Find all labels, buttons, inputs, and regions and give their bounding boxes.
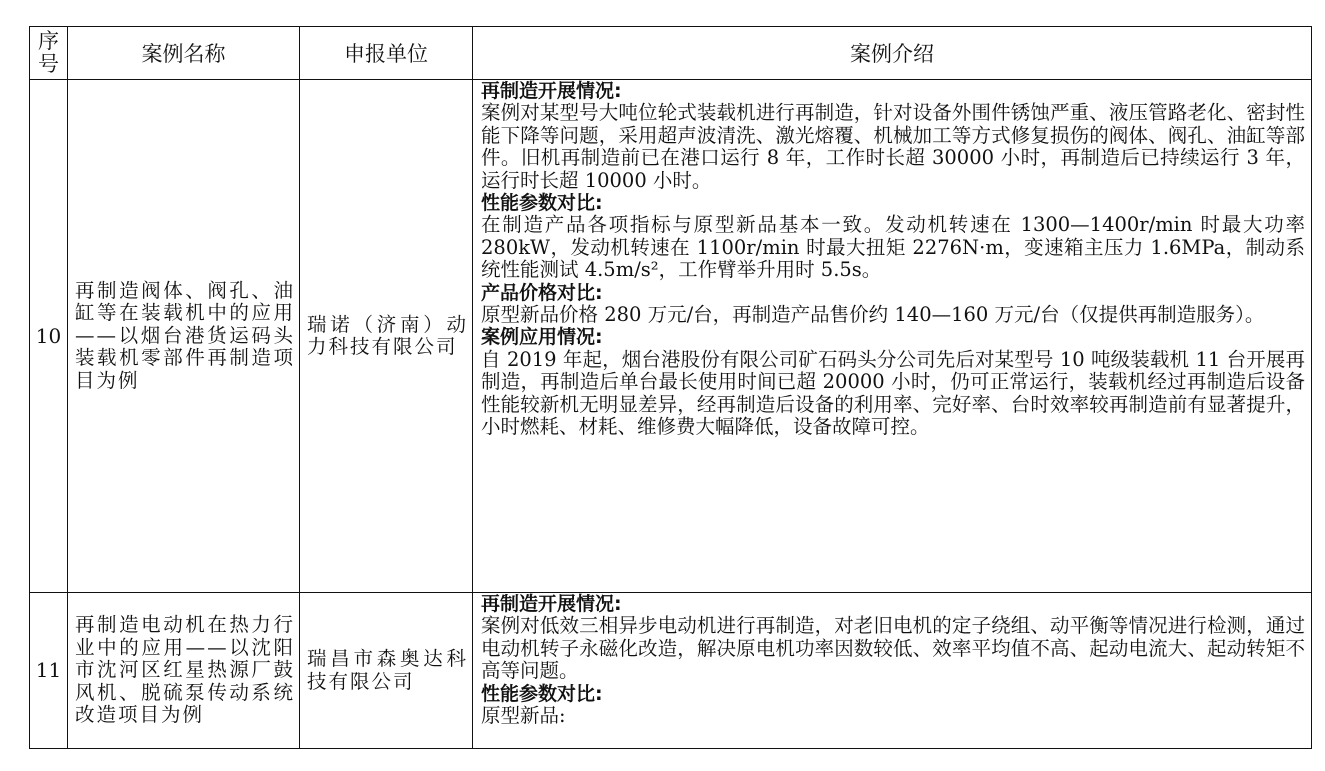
section-text: 自 2019 年起，烟台港股份有限公司矿石码头分公司先后对某型号 10 吨级装载机 11 台开展再制造，再制造后单台最长使用时间已超 20000 小时，仍可正常运行，装载机经过再制造后设备性能较新机无明显差异，经再制造后设备的利用率、完好率、台时效率较再制造前有显著提升，小时燃耗、材耗、维修费大幅降低，设备故障可控。 bbox=[481, 347, 1305, 439]
row-intro bbox=[473, 80, 1312, 593]
section-title: 案例应用情况: bbox=[481, 326, 603, 349]
section-text: 在制造产品各项指标与原型新品基本一致。发动机转速在 1300—1400r/min 时最大功率 280kW，发动机转速在 1100r/min 时最大扭矩 2276N·m，变速箱主压力 1.6MPa，制动系统性能测试 4.5m/s²，工作臂举升用时 5.5s。 bbox=[481, 213, 1305, 282]
row-unit: 瑞昌市森奥达科技有限公司 bbox=[300, 593, 473, 749]
section-title: 再制造开展情况: bbox=[481, 593, 622, 615]
section-text: 原型新品: bbox=[481, 704, 566, 728]
row-seq: 11 bbox=[30, 593, 68, 749]
table-row bbox=[30, 593, 1312, 749]
section-text: 案例对某型号大吨位轮式装载机进行再制造，针对设备外围件锈蚀严重、液压管路老化、密封性能下降等问题，采用超声波清洗、激光熔覆、机械加工等方式修复损伤的阀体、阀孔、油缸等部件。旧机再制造前已在港口运行 8 年，工作时长超 30000 小时，再制造后已持续运行 3 年，运行时长超 10000 小时。 bbox=[481, 101, 1305, 192]
table-row bbox=[30, 80, 1312, 593]
section-title: 性能参数对比: bbox=[481, 682, 603, 705]
section-title: 性能参数对比: bbox=[481, 192, 603, 215]
row-intro bbox=[473, 593, 1312, 749]
header-unit: 申报单位 bbox=[300, 27, 473, 80]
section-title: 再制造开展情况: bbox=[481, 80, 622, 102]
row-case-name: 再制造阀体、阀孔、油缸等在装载机中的应用——以烟台港货运码头装载机零部件再制造项目为例 bbox=[68, 80, 300, 593]
row-unit: 瑞诺（济南）动力科技有限公司 bbox=[300, 80, 473, 593]
section-text: 原型新品价格 280 万元/台，再制造产品售价约 140—160 万元/台（仅提供再制造服务）。 bbox=[481, 303, 1265, 327]
header-seq: 序号 bbox=[30, 27, 68, 80]
section-text: 案例对低效三相异步电动机进行再制造，对老旧电机的定子绕组、动平衡等情况进行检测，通过电动机转子永磁化改造，解决原电机功率因数较低、效率平均值不高、起动电流大、起动转矩不高等问题。 bbox=[481, 614, 1305, 683]
row-case-name: 再制造电动机在热力行业中的应用——以沈阳市沈河区红星热源厂鼓风机、脱硫泵传动系统改造项目为例 bbox=[68, 593, 300, 749]
section-title: 产品价格对比: bbox=[481, 281, 603, 304]
row-seq: 10 bbox=[30, 80, 68, 593]
table-header-row bbox=[30, 27, 1312, 80]
header-intro: 案例介绍 bbox=[473, 27, 1312, 80]
header-case-name: 案例名称 bbox=[68, 27, 300, 80]
case-table bbox=[29, 26, 1312, 749]
